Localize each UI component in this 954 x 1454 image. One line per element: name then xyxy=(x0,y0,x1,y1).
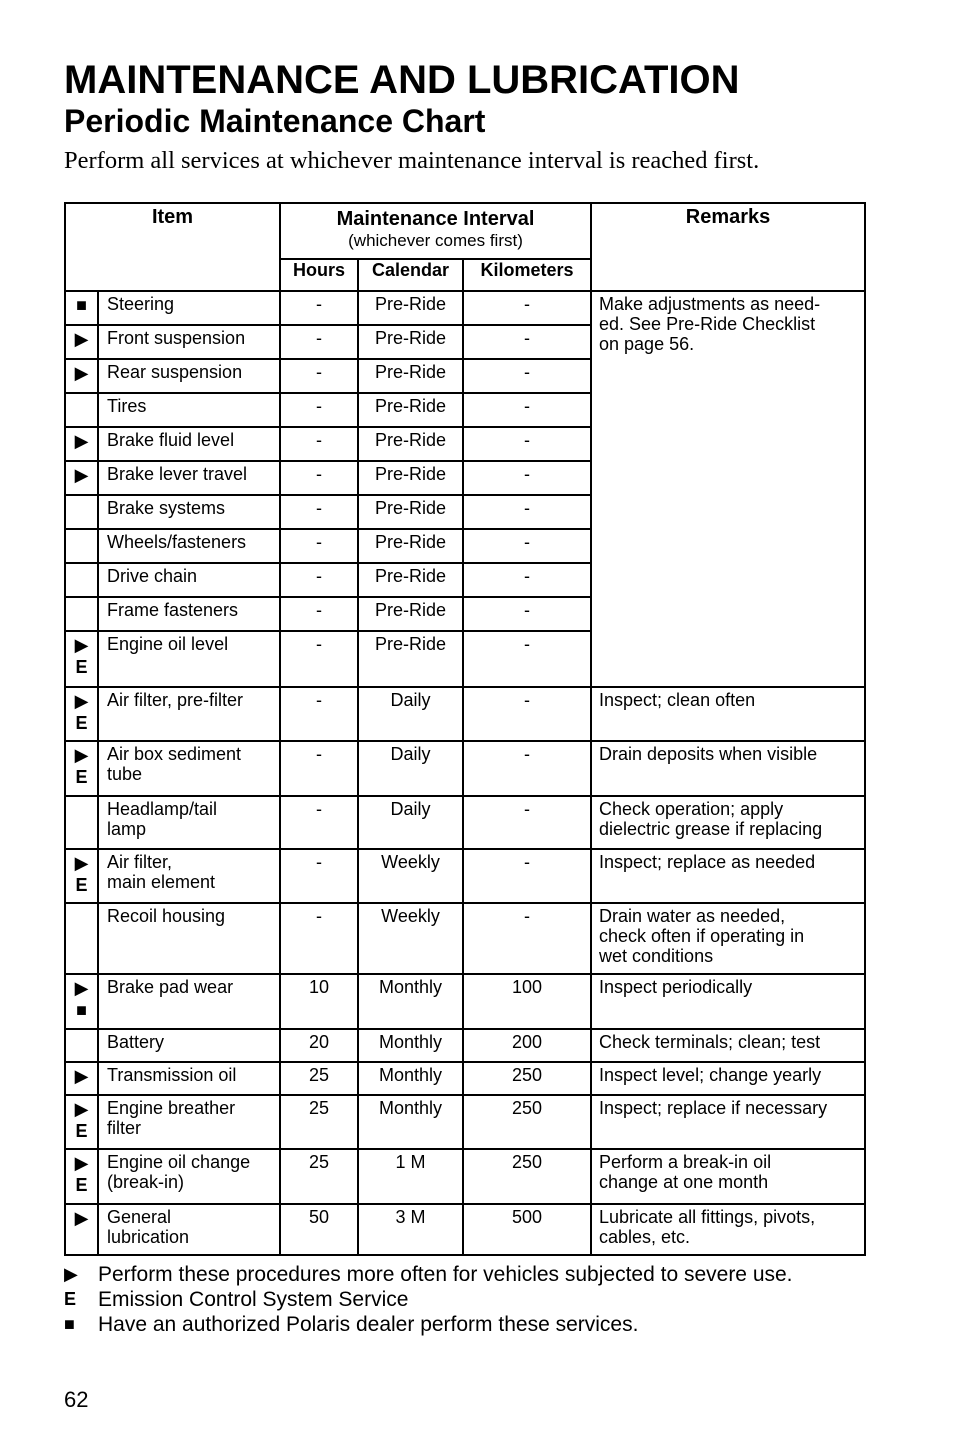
kilometers-cell: - xyxy=(463,461,591,495)
header-interval-label: Maintenance Interval xyxy=(336,208,535,230)
emission-e-icon: E xyxy=(75,875,88,895)
arrow-icon: ▶ xyxy=(74,431,89,451)
intro-text: Perform all services at whichever maintenance interval is reached first. xyxy=(64,147,760,174)
legend-square-icon: ■ xyxy=(64,1314,75,1334)
remarks-cell: Lubricate all fittings, pivots, cables, etc. xyxy=(591,1204,865,1255)
table-row xyxy=(65,1149,865,1204)
item-cell: Brake pad wear xyxy=(98,974,280,1029)
hours-cell: 20 xyxy=(280,1029,358,1062)
arrow-icon: ▶ xyxy=(74,1153,89,1173)
kilometers-cell: 250 xyxy=(463,1149,591,1204)
legend xyxy=(64,1262,793,1337)
symbol-cell xyxy=(65,974,98,1029)
arrow-icon: ▶ xyxy=(74,329,89,349)
remarks-cell: Inspect periodically xyxy=(591,974,865,1029)
remarks-cell: Drain water as needed, check often if operating in wet conditions xyxy=(591,903,865,974)
legend-text: Perform these procedures more often for vehicles subjected to severe use. xyxy=(98,1263,793,1286)
emission-e-icon: E xyxy=(75,767,88,787)
maintenance-table xyxy=(64,202,866,1256)
item-cell: Engine breather filter xyxy=(98,1095,280,1149)
legend-emission-icon: E xyxy=(64,1289,77,1309)
kilometers-cell: - xyxy=(463,291,591,325)
symbol-cell xyxy=(65,597,98,631)
table-row xyxy=(65,291,865,325)
symbol-cell xyxy=(65,393,98,427)
kilometers-cell: - xyxy=(463,741,591,796)
symbol-cell xyxy=(65,1062,98,1095)
item-cell: Tires xyxy=(98,393,280,427)
header-remarks: Remarks xyxy=(591,203,865,291)
arrow-icon: ▶ xyxy=(74,853,89,873)
hours-cell: - xyxy=(280,597,358,631)
calendar-cell: Pre-Ride xyxy=(358,563,463,597)
symbol-cell xyxy=(65,903,98,974)
kilometers-cell: 100 xyxy=(463,974,591,1029)
remarks-cell: Inspect; clean often xyxy=(591,687,865,741)
hours-cell: - xyxy=(280,495,358,529)
emission-e-icon: E xyxy=(75,713,88,733)
table-body xyxy=(65,291,865,1255)
remarks-cell: Perform a break-in oil change at one month xyxy=(591,1149,865,1204)
calendar-cell: Pre-Ride xyxy=(358,291,463,325)
calendar-cell: Pre-Ride xyxy=(358,325,463,359)
item-cell: Headlamp/tail lamp xyxy=(98,796,280,849)
item-cell: Battery xyxy=(98,1029,280,1062)
table-row xyxy=(65,974,865,1029)
item-cell: Brake fluid level xyxy=(98,427,280,461)
legend-text: Have an authorized Polaris dealer perform these services. xyxy=(98,1313,639,1336)
kilometers-cell: - xyxy=(463,687,591,741)
item-cell: General lubrication xyxy=(98,1204,280,1255)
item-cell: Air filter, pre-filter xyxy=(98,687,280,741)
hours-cell: - xyxy=(280,359,358,393)
calendar-cell: Monthly xyxy=(358,1029,463,1062)
arrow-icon: ▶ xyxy=(74,1208,89,1228)
symbol-cell xyxy=(65,796,98,849)
emission-e-icon: E xyxy=(75,1175,88,1195)
item-cell: Wheels/fasteners xyxy=(98,529,280,563)
header-item: Item xyxy=(65,203,280,291)
calendar-cell: Pre-Ride xyxy=(358,597,463,631)
kilometers-cell: - xyxy=(463,325,591,359)
item-cell: Rear suspension xyxy=(98,359,280,393)
hours-cell: - xyxy=(280,631,358,687)
hours-cell: - xyxy=(280,741,358,796)
item-cell: Air filter, main element xyxy=(98,849,280,903)
symbol-cell xyxy=(65,741,98,796)
symbol-cell xyxy=(65,325,98,359)
table-row xyxy=(65,1062,865,1095)
kilometers-cell: - xyxy=(463,631,591,687)
table-row xyxy=(65,903,865,974)
calendar-cell: 3 M xyxy=(358,1204,463,1255)
kilometers-cell: - xyxy=(463,393,591,427)
legend-row-emission xyxy=(64,1287,793,1312)
hours-cell: 25 xyxy=(280,1062,358,1095)
calendar-cell: Monthly xyxy=(358,1095,463,1149)
hours-cell: - xyxy=(280,529,358,563)
hours-cell: - xyxy=(280,393,358,427)
hours-cell: - xyxy=(280,325,358,359)
hours-cell: 25 xyxy=(280,1149,358,1204)
symbol-cell xyxy=(65,849,98,903)
item-cell: Engine oil change (break-in) xyxy=(98,1149,280,1204)
table-row xyxy=(65,687,865,741)
item-cell: Engine oil level xyxy=(98,631,280,687)
kilometers-cell: - xyxy=(463,597,591,631)
hours-cell: - xyxy=(280,427,358,461)
emission-e-icon: E xyxy=(75,657,88,677)
hours-cell: 50 xyxy=(280,1204,358,1255)
kilometers-cell: 250 xyxy=(463,1062,591,1095)
table-row xyxy=(65,1029,865,1062)
symbol-cell xyxy=(65,529,98,563)
kilometers-cell: 500 xyxy=(463,1204,591,1255)
remarks-cell: Check terminals; clean; test xyxy=(591,1029,865,1062)
item-cell: Steering xyxy=(98,291,280,325)
kilometers-cell: - xyxy=(463,849,591,903)
item-cell: Brake systems xyxy=(98,495,280,529)
arrow-icon: ▶ xyxy=(74,978,89,998)
remarks-cell: Inspect level; change yearly xyxy=(591,1062,865,1095)
calendar-cell: Pre-Ride xyxy=(358,495,463,529)
hours-cell: 25 xyxy=(280,1095,358,1149)
arrow-icon: ▶ xyxy=(74,1066,89,1086)
symbol-cell xyxy=(65,563,98,597)
calendar-cell: Pre-Ride xyxy=(358,393,463,427)
item-cell: Brake lever travel xyxy=(98,461,280,495)
hours-cell: - xyxy=(280,291,358,325)
hours-cell: - xyxy=(280,903,358,974)
arrow-icon: ▶ xyxy=(74,691,89,711)
calendar-cell: Monthly xyxy=(358,974,463,1029)
symbol-cell xyxy=(65,291,98,325)
hours-cell: - xyxy=(280,461,358,495)
symbol-cell xyxy=(65,1204,98,1255)
kilometers-cell: 200 xyxy=(463,1029,591,1062)
kilometers-cell: - xyxy=(463,427,591,461)
calendar-cell: 1 M xyxy=(358,1149,463,1204)
calendar-cell: Daily xyxy=(358,741,463,796)
symbol-cell xyxy=(65,359,98,393)
table-row xyxy=(65,796,865,849)
item-cell: Front suspension xyxy=(98,325,280,359)
square-icon: ■ xyxy=(76,295,87,315)
kilometers-cell: - xyxy=(463,563,591,597)
emission-e-icon: E xyxy=(75,1121,88,1141)
symbol-cell xyxy=(65,631,98,687)
calendar-cell: Pre-Ride xyxy=(358,529,463,563)
calendar-cell: Daily xyxy=(358,687,463,741)
calendar-cell: Pre-Ride xyxy=(358,359,463,393)
legend-arrow-icon: ▶ xyxy=(64,1264,78,1284)
symbol-cell xyxy=(65,687,98,741)
remarks-cell: Inspect; replace as needed xyxy=(591,849,865,903)
remarks-cell: Check operation; apply dielectric grease if replacing xyxy=(591,796,865,849)
table-row xyxy=(65,1095,865,1149)
remarks-cell: Inspect; replace if necessary xyxy=(591,1095,865,1149)
kilometers-cell: - xyxy=(463,495,591,529)
item-cell: Drive chain xyxy=(98,563,280,597)
header-maintenance-interval xyxy=(280,203,591,259)
arrow-icon: ▶ xyxy=(74,745,89,765)
page-subtitle: Periodic Maintenance Chart xyxy=(64,103,486,139)
calendar-cell: Pre-Ride xyxy=(358,631,463,687)
remarks-cell-preride: Make adjustments as need- ed. See Pre-Ride Checklist on page 56. xyxy=(591,291,865,687)
page-title: MAINTENANCE AND LUBRICATION xyxy=(64,58,740,102)
calendar-cell: Weekly xyxy=(358,903,463,974)
calendar-cell: Pre-Ride xyxy=(358,461,463,495)
header-kilometers: Kilometers xyxy=(463,259,591,291)
calendar-cell: Monthly xyxy=(358,1062,463,1095)
header-hours: Hours xyxy=(280,259,358,291)
page-number: 62 xyxy=(64,1387,89,1412)
item-cell: Frame fasteners xyxy=(98,597,280,631)
table-row xyxy=(65,741,865,796)
item-cell: Recoil housing xyxy=(98,903,280,974)
arrow-icon: ▶ xyxy=(74,635,89,655)
symbol-cell xyxy=(65,461,98,495)
symbol-cell xyxy=(65,1095,98,1149)
arrow-icon: ▶ xyxy=(74,1099,89,1119)
square-icon: ■ xyxy=(76,1000,87,1020)
symbol-cell xyxy=(65,495,98,529)
hours-cell: - xyxy=(280,687,358,741)
kilometers-cell: - xyxy=(463,796,591,849)
header-interval-note: (whichever comes first) xyxy=(348,231,523,250)
item-cell: Transmission oil xyxy=(98,1062,280,1095)
table-row xyxy=(65,1204,865,1255)
hours-cell: - xyxy=(280,563,358,597)
hours-cell: 10 xyxy=(280,974,358,1029)
item-cell: Air box sediment tube xyxy=(98,741,280,796)
header-calendar: Calendar xyxy=(358,259,463,291)
kilometers-cell: - xyxy=(463,529,591,563)
calendar-cell: Daily xyxy=(358,796,463,849)
table-row xyxy=(65,849,865,903)
hours-cell: - xyxy=(280,796,358,849)
legend-row-severe xyxy=(64,1262,793,1287)
calendar-cell: Weekly xyxy=(358,849,463,903)
symbol-cell xyxy=(65,1149,98,1204)
kilometers-cell: 250 xyxy=(463,1095,591,1149)
symbol-cell xyxy=(65,1029,98,1062)
legend-row-dealer xyxy=(64,1312,793,1337)
legend-text: Emission Control System Service xyxy=(98,1288,409,1311)
remarks-cell: Drain deposits when visible xyxy=(591,741,865,796)
calendar-cell: Pre-Ride xyxy=(358,427,463,461)
kilometers-cell: - xyxy=(463,359,591,393)
hours-cell: - xyxy=(280,849,358,903)
symbol-cell xyxy=(65,427,98,461)
kilometers-cell: - xyxy=(463,903,591,974)
arrow-icon: ▶ xyxy=(74,363,89,383)
arrow-icon: ▶ xyxy=(74,465,89,485)
